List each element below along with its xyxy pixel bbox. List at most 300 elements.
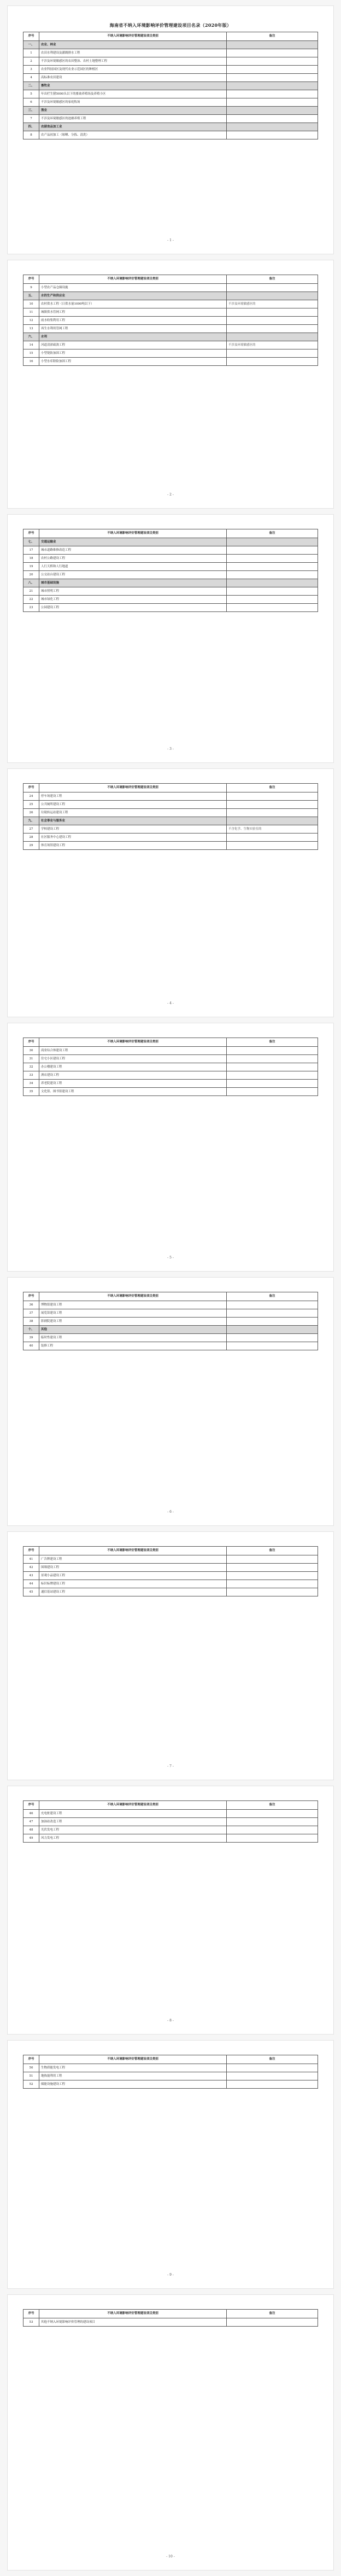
cell-no: 50	[23, 2064, 39, 2072]
cell-category: 装修工程	[39, 1342, 227, 1350]
cell-category: 充电桩建设工程	[39, 1810, 227, 1818]
header-remark: 备注	[227, 2310, 318, 2318]
table-row	[23, 834, 318, 842]
table-row	[23, 308, 318, 317]
cell-category: 酒店建设工程	[39, 1071, 227, 1080]
table-row	[23, 74, 318, 82]
cell-remark	[227, 49, 318, 57]
table-body	[23, 1810, 318, 1843]
cell-no: 三、	[23, 107, 39, 115]
cell-remark	[227, 842, 318, 850]
page-sheet	[23, 529, 318, 612]
cell-no: 16	[23, 358, 39, 366]
document-page-1	[7, 5, 334, 254]
table-row	[23, 1047, 318, 1055]
table-body	[23, 792, 318, 850]
cell-no: 46	[23, 1810, 39, 1818]
cell-category: 影剧院建设工程	[39, 1318, 227, 1326]
cell-no: 25	[23, 801, 39, 809]
page-number: - 4 -	[167, 1001, 174, 1005]
cell-no: 14	[23, 341, 39, 349]
page-number: - 6 -	[167, 1510, 174, 1514]
cell-category: 通信基站建设工程	[39, 1588, 227, 1596]
table-body	[23, 538, 318, 612]
table-row	[23, 801, 318, 809]
cell-category: 围墙建设工程	[39, 1564, 227, 1572]
cell-remark	[227, 801, 318, 809]
cell-no: 26	[23, 809, 39, 817]
cell-no: 34	[23, 1080, 39, 1088]
table-row	[23, 1334, 318, 1342]
cell-remark	[227, 1564, 318, 1572]
cell-no: 二、	[23, 82, 39, 90]
cell-remark	[227, 1301, 318, 1309]
cell-remark	[227, 325, 318, 333]
table-row	[23, 115, 318, 123]
table-row	[23, 1826, 318, 1834]
table-header-row	[23, 275, 318, 284]
section-row	[23, 107, 318, 115]
cell-category: 农业科技园区及现代农业示范园区的种植区	[39, 66, 227, 74]
header-no: 序号	[23, 784, 39, 792]
cell-remark	[227, 563, 318, 571]
cell-remark	[227, 1047, 318, 1055]
cell-remark	[227, 1826, 318, 1834]
cell-remark	[227, 131, 318, 139]
cell-no: 18	[23, 555, 39, 563]
document-page-8	[7, 1786, 334, 2035]
table-row	[23, 1588, 318, 1596]
cell-no: 23	[23, 604, 39, 612]
project-table	[23, 1546, 318, 1596]
cell-category: 广告牌建设工程	[39, 1555, 227, 1564]
cell-no: 40	[23, 1342, 39, 1350]
cell-category: 农产品初加工（晾晒、分拣、清洗）	[39, 131, 227, 139]
cell-category: 体育场馆建设工程	[39, 842, 227, 850]
table-body	[23, 1555, 318, 1596]
cell-category: 农村公路建设工程	[39, 555, 227, 563]
page-number: - 5 -	[167, 1256, 174, 1260]
header-no: 序号	[23, 1547, 39, 1555]
cell-remark	[227, 2318, 318, 2327]
page-sheet	[23, 2309, 318, 2327]
cell-no: 41	[23, 1555, 39, 1564]
cell-no: 44	[23, 1580, 39, 1588]
document-page-10	[7, 2294, 334, 2571]
table-row	[23, 2080, 318, 2089]
cell-no: 2	[23, 57, 39, 66]
cell-remark	[227, 66, 318, 74]
cell-remark	[227, 1810, 318, 1818]
table-row	[23, 1301, 318, 1309]
table-row	[23, 596, 318, 604]
cell-category: 社会事业与服务业	[39, 817, 227, 825]
cell-category: 城市基础设施	[39, 579, 227, 587]
cell-no: 9	[23, 284, 39, 292]
cell-remark	[227, 571, 318, 579]
cell-category: 农田水利建设及灌溉排水工程	[39, 49, 227, 57]
section-row	[23, 292, 318, 300]
cell-category: 生物质能发电工程	[39, 2064, 227, 2072]
table-header-row	[23, 2310, 318, 2318]
cell-no: 38	[23, 1318, 39, 1326]
cell-no: 八、	[23, 579, 39, 587]
cell-category: 小型农产品仓储设施	[39, 284, 227, 292]
table-header-row	[23, 2055, 318, 2064]
table-header-row	[23, 1547, 318, 1555]
cell-no: 21	[23, 587, 39, 596]
cell-category: 住宅小区建设工程	[39, 1055, 227, 1063]
table-body	[23, 1301, 318, 1350]
cell-no: 39	[23, 1334, 39, 1342]
header-remark: 备注	[227, 1292, 318, 1301]
cell-remark: 不涉及环境敏感区的	[227, 341, 318, 349]
cell-no: 47	[23, 1818, 39, 1826]
cell-category: 博物馆建设工程	[39, 1301, 227, 1309]
cell-no: 53	[23, 2318, 39, 2327]
header-remark: 备注	[227, 32, 318, 41]
cell-category: 公共厕所建设工程	[39, 801, 227, 809]
cell-no: 8	[23, 131, 39, 139]
cell-category: 公交站台建设工程	[39, 571, 227, 579]
cell-remark	[227, 1342, 318, 1350]
cell-remark	[227, 817, 318, 825]
project-table	[23, 1292, 318, 1350]
table-row	[23, 1342, 318, 1350]
cell-no: 4	[23, 74, 39, 82]
cell-category: 商业综合体建设工程	[39, 1047, 227, 1055]
document-page-4	[7, 768, 334, 1017]
table-body	[23, 41, 318, 139]
table-body	[23, 1047, 318, 1096]
cell-category: 储能设施建设工程	[39, 2080, 227, 2089]
cell-category: 其他不纳入环境影响评价管理的建设项目	[39, 2318, 227, 2327]
cell-category: 公园建设工程	[39, 604, 227, 612]
cell-remark	[227, 1080, 318, 1088]
table-row	[23, 1818, 318, 1826]
cell-remark	[227, 792, 318, 801]
header-category: 不纳入环境影响评价管理建设项目类别	[39, 529, 227, 538]
cell-no: 十、	[23, 1326, 39, 1334]
table-row	[23, 1088, 318, 1096]
cell-category: 交通运输业	[39, 538, 227, 546]
header-remark: 备注	[227, 275, 318, 284]
cell-category: 不涉及环境敏感区的农田整治、农村土地整理工程	[39, 57, 227, 66]
cell-category: 畜牧业	[39, 82, 227, 90]
cell-remark	[227, 74, 318, 82]
section-row	[23, 123, 318, 131]
cell-no: 10	[23, 300, 39, 308]
cell-no: 43	[23, 1572, 39, 1580]
header-no: 序号	[23, 32, 39, 41]
table-row	[23, 1318, 318, 1326]
header-category: 不纳入环境影响评价管理建设项目类别	[39, 32, 227, 41]
table-header-row	[23, 529, 318, 538]
table-row	[23, 300, 318, 308]
table-row	[23, 1055, 318, 1063]
table-row	[23, 587, 318, 596]
header-category: 不纳入环境影响评价管理建设项目类别	[39, 784, 227, 792]
cell-no: 27	[23, 825, 39, 834]
cell-remark	[227, 538, 318, 546]
cell-category: 文化馆、图书馆建设工程	[39, 1088, 227, 1096]
cell-no: 51	[23, 2072, 39, 2080]
page-number: - 1 -	[167, 238, 174, 242]
table-row	[23, 546, 318, 555]
cell-no: 15	[23, 349, 39, 358]
table-row	[23, 66, 318, 74]
page-sheet	[23, 275, 318, 366]
cell-remark	[227, 1326, 318, 1334]
page-number: - 7 -	[167, 1764, 174, 1768]
cell-remark	[227, 596, 318, 604]
header-remark: 备注	[227, 529, 318, 538]
header-remark: 备注	[227, 2055, 318, 2064]
cell-no: 29	[23, 842, 39, 850]
cell-no: 11	[23, 308, 39, 317]
cell-remark	[227, 107, 318, 115]
table-header-row	[23, 1038, 318, 1047]
table-row	[23, 809, 318, 817]
table-row	[23, 349, 318, 358]
cell-category: 办公楼建设工程	[39, 1063, 227, 1071]
cell-category: 再生水利用管网工程	[39, 325, 227, 333]
table-row	[23, 341, 318, 349]
cell-no: 六、	[23, 333, 39, 341]
cell-remark	[227, 57, 318, 66]
cell-remark	[227, 2064, 318, 2072]
cell-category: 高标准农田建设	[39, 74, 227, 82]
table-row	[23, 2064, 318, 2072]
header-remark: 备注	[227, 784, 318, 792]
cell-no: 20	[23, 571, 39, 579]
cell-remark	[227, 555, 318, 563]
page-sheet	[23, 20, 318, 139]
cell-category: 城镇供水管网工程	[39, 308, 227, 317]
table-row	[23, 325, 318, 333]
header-no: 序号	[23, 275, 39, 284]
header-no: 序号	[23, 529, 39, 538]
header-category: 不纳入环境影响评价管理建设项目类别	[39, 275, 227, 284]
cell-category: 标识标牌建设工程	[39, 1580, 227, 1588]
table-row	[23, 571, 318, 579]
cell-category: 养老院建设工程	[39, 1080, 227, 1088]
cell-remark	[227, 349, 318, 358]
table-body	[23, 2318, 318, 2327]
cell-category: 河道清淤疏浚工程	[39, 341, 227, 349]
section-row	[23, 817, 318, 825]
cell-remark	[227, 308, 318, 317]
cell-remark	[227, 604, 318, 612]
header-category: 不纳入环境影响评价管理建设项目类别	[39, 1292, 227, 1301]
cell-remark	[227, 333, 318, 341]
cell-remark	[227, 546, 318, 555]
table-row	[23, 284, 318, 292]
header-category: 不纳入环境影响评价管理建设项目类别	[39, 1801, 227, 1810]
document-page-7	[7, 1531, 334, 1780]
cell-remark	[227, 1580, 318, 1588]
cell-no: 45	[23, 1588, 39, 1596]
cell-no: 36	[23, 1301, 39, 1309]
cell-category: 不涉及环境敏感区的池塘养殖工程	[39, 115, 227, 123]
project-table	[23, 1800, 318, 1843]
page-sheet	[23, 1292, 318, 1350]
cell-category: 人行天桥和人行地道	[39, 563, 227, 571]
cell-no: 四、	[23, 123, 39, 131]
table-row	[23, 131, 318, 139]
cell-no: 22	[23, 596, 39, 604]
cell-remark	[227, 809, 318, 817]
cell-remark: 不含化学、生物实验室的	[227, 825, 318, 834]
table-row	[23, 57, 318, 66]
table-row	[23, 604, 318, 612]
cell-category: 雨水收集利用工程	[39, 317, 227, 325]
cell-no: 3	[23, 66, 39, 74]
cell-category: 年出栏生猪5000头以下的畜禽养殖场及养殖小区	[39, 90, 227, 98]
table-row	[23, 358, 318, 366]
header-category: 不纳入环境影响评价管理建设项目类别	[39, 1547, 227, 1555]
cell-category: 加油站改造工程	[39, 1818, 227, 1826]
cell-category: 垃圾转运站建设工程	[39, 809, 227, 817]
section-row	[23, 538, 318, 546]
cell-remark	[227, 1334, 318, 1342]
cell-category: 小型水库除险加固工程	[39, 358, 227, 366]
table-row	[23, 1063, 318, 1071]
cell-no: 35	[23, 1088, 39, 1096]
table-row	[23, 792, 318, 801]
project-table	[23, 529, 318, 612]
cell-remark	[227, 82, 318, 90]
cell-no: 33	[23, 1071, 39, 1080]
cell-category: 城市道路维修改造工程	[39, 546, 227, 555]
cell-remark	[227, 1318, 318, 1326]
table-header-row	[23, 1801, 318, 1810]
cell-no: 17	[23, 546, 39, 555]
section-row	[23, 1326, 318, 1334]
cell-no: 九、	[23, 817, 39, 825]
page-sheet	[23, 1546, 318, 1596]
cell-category: 其他	[39, 1326, 227, 1334]
cell-category: 光伏发电工程	[39, 1826, 227, 1834]
section-row	[23, 41, 318, 49]
table-row	[23, 1071, 318, 1080]
table-header-row	[23, 784, 318, 792]
cell-no: 一、	[23, 41, 39, 49]
cell-remark	[227, 1309, 318, 1318]
header-category: 不纳入环境影响评价管理建设项目类别	[39, 2310, 227, 2318]
cell-remark	[227, 1063, 318, 1071]
cell-no: 五、	[23, 292, 39, 300]
cell-category: 城市照明工程	[39, 587, 227, 596]
cell-remark	[227, 98, 318, 107]
page-sheet	[23, 1800, 318, 1843]
cell-no: 37	[23, 1309, 39, 1318]
cell-remark	[227, 1572, 318, 1580]
cell-category: 农业、林业	[39, 41, 227, 49]
cell-no: 12	[23, 317, 39, 325]
cell-remark	[227, 579, 318, 587]
cell-category: 水利	[39, 333, 227, 341]
cell-remark	[227, 358, 318, 366]
cell-category: 临时性建设工程	[39, 1334, 227, 1342]
cell-category: 不涉及环境敏感区的家庭牧场	[39, 98, 227, 107]
cell-category: 社区服务中心建设工程	[39, 834, 227, 842]
cell-remark	[227, 2072, 318, 2080]
document-page-3	[7, 514, 334, 763]
cell-remark	[227, 317, 318, 325]
table-row	[23, 98, 318, 107]
cell-category: 风力发电工程	[39, 1834, 227, 1843]
table-row	[23, 317, 318, 325]
cell-remark	[227, 1071, 318, 1080]
cell-no: 七、	[23, 538, 39, 546]
cell-no: 1	[23, 49, 39, 57]
table-row	[23, 1564, 318, 1572]
cell-no: 42	[23, 1564, 39, 1572]
cell-no: 49	[23, 1834, 39, 1843]
page-number: - 10 -	[166, 2555, 175, 2558]
header-remark: 备注	[227, 1038, 318, 1047]
cell-remark: 不涉及环境敏感区的	[227, 300, 318, 308]
cell-remark	[227, 834, 318, 842]
table-row	[23, 1580, 318, 1588]
table-row	[23, 1834, 318, 1843]
cell-category: 城市绿化工程	[39, 596, 227, 604]
cell-category: 水的生产和供应业	[39, 292, 227, 300]
cell-category: 展览馆建设工程	[39, 1309, 227, 1318]
document-page-9	[7, 2040, 334, 2289]
cell-no: 32	[23, 1063, 39, 1071]
header-remark: 备注	[227, 1801, 318, 1810]
table-header-row	[23, 1292, 318, 1301]
cell-remark	[227, 90, 318, 98]
cell-category: 小型堤防加固工程	[39, 349, 227, 358]
header-remark: 备注	[227, 1547, 318, 1555]
cell-remark	[227, 123, 318, 131]
section-row	[23, 579, 318, 587]
project-table	[23, 275, 318, 366]
header-category: 不纳入环境影响评价管理建设项目类别	[39, 2055, 227, 2064]
cell-remark	[227, 1834, 318, 1843]
project-table	[23, 2309, 318, 2327]
page-number: - 8 -	[167, 2019, 174, 2023]
table-row	[23, 1810, 318, 1818]
table-row	[23, 842, 318, 850]
section-row	[23, 82, 318, 90]
section-row	[23, 333, 318, 341]
header-no: 序号	[23, 1801, 39, 1810]
project-table	[23, 783, 318, 850]
table-body	[23, 2064, 318, 2089]
cell-category: 农村供水工程（日供水量1000吨以下）	[39, 300, 227, 308]
document-page-6	[7, 1277, 334, 1526]
cell-category: 农副食品加工业	[39, 123, 227, 131]
cell-remark	[227, 2080, 318, 2089]
document-page-5	[7, 1023, 334, 1272]
table-row	[23, 563, 318, 571]
cell-no: 31	[23, 1055, 39, 1063]
cell-remark	[227, 587, 318, 596]
table-row	[23, 555, 318, 563]
cell-category: 地热能利用工程	[39, 2072, 227, 2080]
document-title: 海南省不纳入环境影响评价管理建设项目名录（2020年版）	[109, 22, 232, 28]
cell-no: 52	[23, 2080, 39, 2089]
project-table	[23, 2055, 318, 2089]
page-sheet	[23, 1038, 318, 1096]
cell-remark	[227, 1055, 318, 1063]
table-body	[23, 284, 318, 366]
header-category: 不纳入环境影响评价管理建设项目类别	[39, 1038, 227, 1047]
